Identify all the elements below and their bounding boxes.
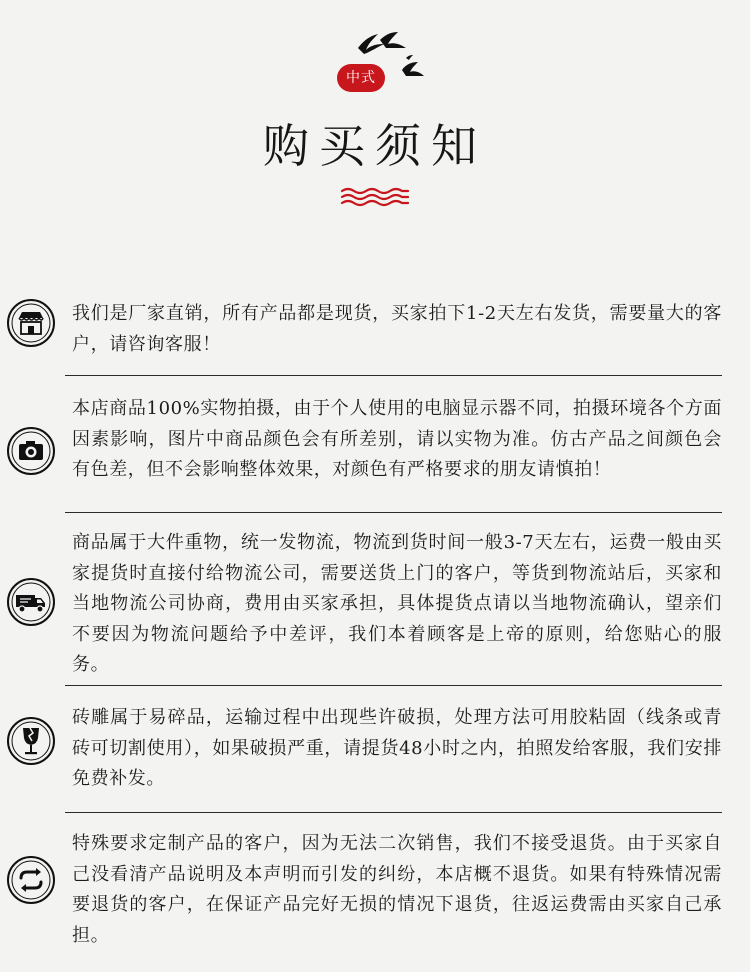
wave-ornament-icon <box>340 186 410 208</box>
section-divider <box>65 512 722 513</box>
page-title: 购买须知 <box>263 119 487 173</box>
notice-text: 商品属于大件重物，统一发物流，物流到货时间一般3-7天左右，运费一般由买家提货时直接付给物流公司，需要送货上门的客户，等货到物流站后，买家和当地物流公司协商，费用由买家承担，具体提货点请以当地物流确认，望亲们不要因为物流问题给予中差评，我们本着顾客是上帝的原则，给您贴心的服务。 <box>72 532 722 675</box>
notice-text: 砖雕属于易碎品，运输过程中出现些许破损，处理方法可用胶粘固（线条或青砖可切割使用），如果破损严重，请提货48小时之内，拍照发给客服，我们安排免费补发。 <box>72 707 722 789</box>
style-badge: 中式 <box>337 64 385 92</box>
notice-text: 我们是厂家直销，所有产品都是现货，买家拍下1-2天左右发货，需要量大的客户，请咨询客服！ <box>72 303 722 355</box>
notice-text: 本店商品100%实物拍摄，由于个人使用的电脑显示器不同，拍摄环境各个方面因素影响，图片中商品颜色会有所差别，请以实物为准。仿古产品之间颜色会有色差，但不会影响整体效果，对颜色有严格要求的朋友请慎拍！ <box>72 398 722 480</box>
camera-icon <box>6 426 56 476</box>
return-arrows-icon <box>6 855 56 905</box>
storefront-icon <box>6 298 56 348</box>
section-divider <box>65 685 722 686</box>
notice-text: 特殊要求定制产品的客户，因为无法二次销售，我们不接受退货。由于买家自己没看清产品说明及本声明而引发的纠纷，本店概不退货。如果有特殊情况需要退货的客户，在保证产品完好无损的情况下退货，往返运费需由买家自己承担。 <box>72 833 722 946</box>
section-divider <box>65 812 722 813</box>
delivery-truck-icon <box>6 577 56 627</box>
fragile-glass-icon <box>6 716 56 766</box>
section-divider <box>65 375 722 376</box>
header <box>0 0 750 230</box>
